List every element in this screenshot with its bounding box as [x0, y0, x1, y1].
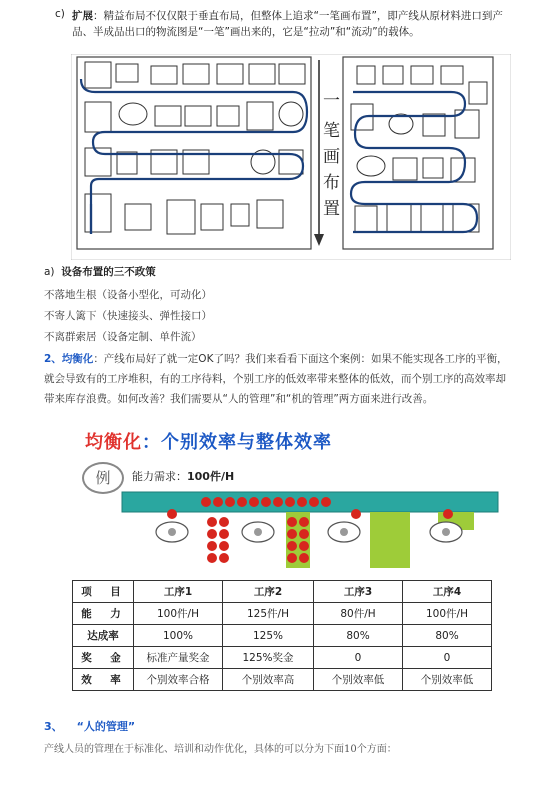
policy-item: 不落地生根（设备小型化，可动化） [44, 289, 212, 301]
table-cell: 125件/H [223, 603, 314, 625]
table-cell: 125%奖金 [223, 647, 314, 669]
policy-title: 设备布置的三不政策 [61, 266, 156, 278]
table-cell: 奖 金 [73, 647, 134, 669]
policy-heading [44, 264, 156, 279]
table-cell: 80% [403, 625, 492, 647]
table-header-cell: 工序4 [403, 581, 492, 603]
table-header-cell: 工序1 [134, 581, 223, 603]
table-header-row [73, 581, 492, 603]
one-stroke-layout-diagram [71, 54, 511, 260]
balance-body: ：产线布局好了就一定OK了吗？我们来看看下面这个案例：如果不能实现各工序的平衡，就会导致有的工序堆积，有的工序待料，个别工序的低效率带来整体的低效，而个别工序的高效率却带来库存浪费。如何改善？我们需要从“人的管理”和“机的管理”两方面来进行改善。 [44, 353, 508, 405]
table-header-cell: 工序3 [314, 581, 403, 603]
production-line-diagram [120, 490, 500, 570]
table-cell: 80% [314, 625, 403, 647]
capacity-label: 能力需求： [132, 470, 187, 483]
efficiency-table [72, 580, 492, 691]
policy-label: a) [44, 266, 55, 278]
table-cell: 效 率 [73, 669, 134, 691]
balance-title: 均衡化 [61, 353, 94, 365]
example-badge: 例 [82, 462, 124, 494]
table-row [73, 625, 492, 647]
table-cell: 0 [314, 647, 403, 669]
wip-block [370, 512, 410, 568]
label-char: 一 [323, 91, 340, 111]
table-cell: 个别效率合格 [134, 669, 223, 691]
expand-paragraph [72, 8, 512, 40]
people-body: 产线人员的管理在于标准化、培训和动作优化，具体的可以分为下面10个方面： [44, 744, 397, 755]
table-row [73, 669, 492, 691]
table-cell: 100件/H [403, 603, 492, 625]
balance-number: 2、 [44, 353, 62, 365]
table-cell: 个别效率低 [314, 669, 403, 691]
label-char: 画 [323, 147, 340, 167]
label-char: 布 [323, 173, 340, 193]
balance-figure-title-prefix: 均衡化 [85, 432, 142, 453]
expand-body: ：精益布局不仅仅限于垂直布局，但整体上追求“一笔画布置”，即产线从原材料进口到产品、半成品出口的物流图是“一笔”画出来的，它是“拉动”和“流动”的载体。 [72, 10, 503, 38]
balance-figure-title [85, 428, 332, 454]
balance-paragraph [44, 349, 514, 409]
expand-title: 扩展 [72, 10, 93, 22]
table-cell: 个别效率低 [403, 669, 492, 691]
capacity-requirement [132, 468, 234, 484]
table-cell: 100件/H [134, 603, 223, 625]
table-cell: 100% [134, 625, 223, 647]
label-char: 笔 [323, 121, 340, 141]
policy-item: 不寄人篱下（快速接头、弹性接口） [44, 310, 212, 322]
capacity-value: 100件/H [187, 470, 235, 483]
table-cell: 个别效率高 [223, 669, 314, 691]
table-cell: 标准产量奖金 [134, 647, 223, 669]
people-number: 3、 [44, 720, 63, 733]
policy-item: 不离群索居（设备定制、单件流） [44, 331, 202, 343]
table-cell: 80件/H [314, 603, 403, 625]
table-cell: 125% [223, 625, 314, 647]
table-row [73, 603, 492, 625]
label-char: 置 [323, 199, 340, 219]
table-cell: 0 [403, 647, 492, 669]
table-row [73, 647, 492, 669]
table-header-cell: 工序2 [223, 581, 314, 603]
table-header-cell: 项 目 [73, 581, 134, 603]
table-cell: 达成率 [73, 625, 134, 647]
people-heading [44, 718, 135, 734]
people-title: “人的管理” [76, 720, 136, 733]
expand-label: c) [55, 8, 65, 20]
balance-figure-title-rest: ：个别效率与整体效率 [142, 432, 332, 453]
table-cell: 能 力 [73, 603, 134, 625]
